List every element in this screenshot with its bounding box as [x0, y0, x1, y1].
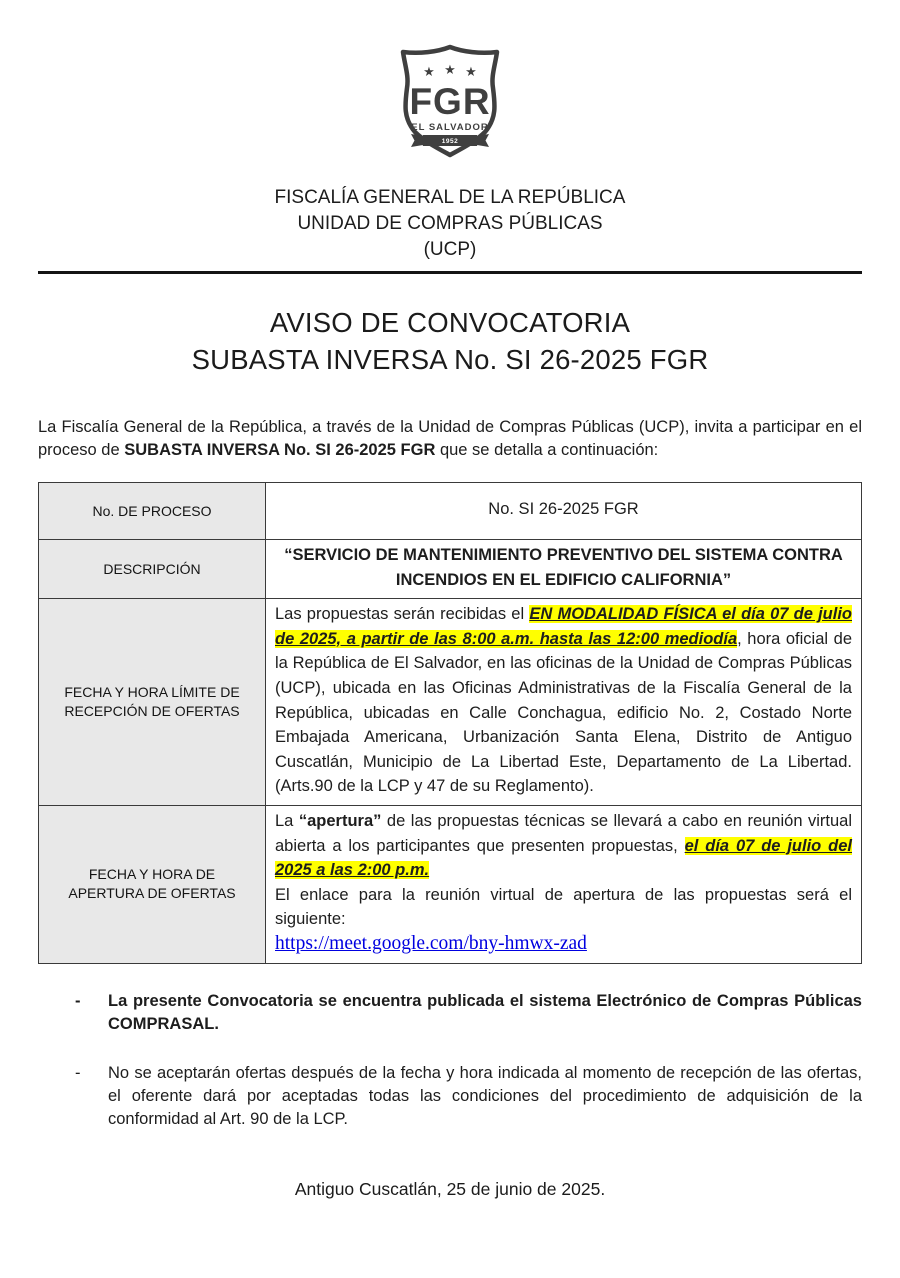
fgr-logo	[38, 0, 862, 167]
ribbon-left-wing	[411, 134, 423, 147]
note-text: No se aceptarán ofertas después de la fecha y hora indicada al momento de recepción de las ofertas, el oferente dará por aceptadas todas las condiciones del procedimiento de adquisición de la conformidad al Art. 90 de la LCP.	[108, 1063, 862, 1128]
table-row-process	[39, 483, 862, 540]
note-deadline	[38, 1062, 862, 1131]
intro-text-post: que se detalla a continuación:	[435, 441, 659, 459]
reception-highlighted-date: EN MODALIDAD FÍSICA el día 07 de julio de 2025, a partir de las 8:00 a.m. hasta las 12:00 mediodía	[275, 605, 852, 648]
reception-label: FECHA Y HORA LÍMITE DE RECEPCIÓN DE OFERTAS	[39, 599, 266, 806]
star-icon: ★	[465, 64, 477, 79]
table-row-reception	[39, 599, 862, 806]
intro-process-number: SUBASTA INVERSA No. SI 26-2025 FGR	[124, 441, 436, 459]
reception-value	[266, 599, 862, 806]
table-row-description	[39, 540, 862, 599]
logo-country: EL SALVADOR	[411, 122, 489, 133]
reception-text-post: , hora oficial de la República de El Salvador, en las oficinas de la Unidad de Compras Públicas (UCP), ubicada en las Oficinas Administrativas de la Fiscalía General de la República, ubicadas en Calle Conchagua, edificio No. 2, Costado Norte Embajada Americana, Urbanización Santa Elena, Distrito de Antiguo Cuscatlán, Municipio de La Libertad Este, Departamento de La Libertad. (Arts.90 de la LCP y 47 de su Reglamento).	[275, 629, 852, 796]
fgr-shield-icon	[385, 38, 515, 162]
opening-label: FECHA Y HORA DE APERTURA DE OFERTAS	[39, 805, 266, 963]
dash-bullet: -	[75, 991, 81, 1010]
description-value: “SERVICIO DE MANTENIMIENTO PREVENTIVO DEL SISTEMA CONTRA INCENDIOS EN EL EDIFICIO CALIFORNIA”	[266, 540, 862, 599]
opening-text-mid: de las propuestas técnicas se llevará a cabo en reunión virtual abierta a los participantes que presenten propuestas,	[275, 811, 853, 855]
dash-bullet: -	[75, 1063, 81, 1082]
date-line: Antiguo Cuscatlán, 25 de junio de 2025.	[294, 1178, 606, 1199]
institution-unit: UNIDAD DE COMPRAS PÚBLICAS	[297, 213, 603, 234]
intro-text-pre: La Fiscalía General de la República, a través de la Unidad de Compras Públicas (UCP), invita a participar en el proceso de	[38, 418, 862, 459]
meet-link[interactable]: https://meet.google.com/bny-hmwx-zad	[275, 932, 587, 954]
institution-header	[38, 185, 862, 263]
opening-value	[266, 805, 862, 963]
institution-unit-acronym: (UCP)	[423, 239, 477, 260]
page-title	[38, 304, 862, 378]
star-icon: ★	[444, 62, 456, 77]
process-number-value: No. SI 26-2025 FGR	[266, 483, 862, 540]
ribbon-right-wing	[477, 134, 489, 147]
institution-name: FISCALÍA GENERAL DE LA REPÚBLICA	[274, 187, 626, 208]
notes-section	[38, 990, 862, 1131]
reception-text-pre: Las propuestas serán recibidas el	[275, 605, 530, 624]
notice-title-line2: SUBASTA INVERSA No. SI 26-2025 FGR	[191, 344, 709, 375]
intro-paragraph	[38, 416, 862, 462]
note-comprasal	[38, 990, 862, 1036]
opening-quoted-word: “apertura”	[298, 811, 382, 830]
notice-title-line1: AVISO DE CONVOCATORIA	[269, 307, 631, 338]
description-label: DESCRIPCIÓN	[39, 540, 266, 599]
header-divider	[38, 271, 862, 274]
table-row-opening	[39, 805, 862, 963]
opening-text-pre: La	[275, 811, 299, 830]
process-table	[38, 482, 862, 964]
note-text: La presente Convocatoria se encuentra publicada el sistema Electrónico de Compras Públicas COMPRASAL.	[108, 991, 862, 1033]
star-icon: ★	[423, 64, 435, 79]
opening-highlighted-date: el día 07 de julio del 2025 a las 2:00 p.m.	[275, 836, 852, 880]
opening-link-intro: El enlace para la reunión virtual de apertura de las propuestas será el siguiente:	[275, 885, 852, 929]
process-number-label: No. DE PROCESO	[39, 483, 266, 540]
logo-acronym: FGR	[409, 81, 491, 122]
logo-year: 1952	[441, 138, 459, 145]
opening-paragraph	[275, 809, 852, 883]
